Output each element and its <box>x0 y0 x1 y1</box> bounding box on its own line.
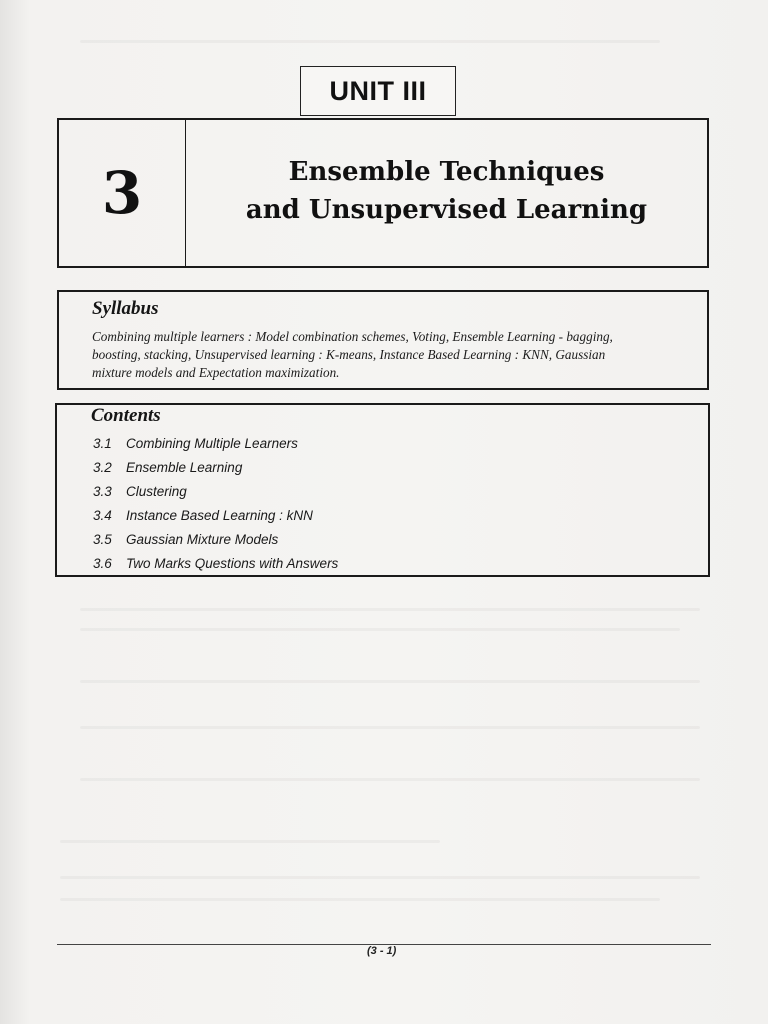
syllabus-heading: Syllabus <box>92 298 159 319</box>
bleed-through <box>80 40 660 43</box>
contents-item-title: Ensemble Learning <box>126 459 243 475</box>
chapter-title-line1: Ensemble Techniques <box>288 157 605 187</box>
contents-item-title: Combining Multiple Learners <box>126 435 298 451</box>
contents-item-number: 3.6 <box>93 555 112 571</box>
contents-item-title: Two Marks Questions with Answers <box>126 555 339 571</box>
contents-item <box>91 527 700 551</box>
contents-item-number: 3.2 <box>93 459 112 475</box>
syllabus-text <box>92 328 699 382</box>
contents-item-number: 3.5 <box>93 531 112 547</box>
contents-item-number: 3.1 <box>93 435 112 451</box>
bleed-through <box>80 680 700 683</box>
bleed-through <box>60 876 700 879</box>
page-number: (3 - 1) <box>367 945 397 957</box>
chapter-number-cell <box>59 120 186 266</box>
bleed-through <box>60 840 440 843</box>
syllabus-box <box>57 290 709 390</box>
contents-heading: Contents <box>91 405 161 426</box>
bleed-through <box>80 628 680 631</box>
chapter-number: 3 <box>101 159 143 227</box>
contents-item-title: Gaussian Mixture Models <box>126 531 279 547</box>
contents-list <box>91 431 700 575</box>
syllabus-line: mixture models and Expectation maximization. <box>92 365 340 380</box>
contents-item-title: Instance Based Learning : kNN <box>126 507 313 523</box>
bleed-through <box>80 778 700 781</box>
bleed-through <box>80 726 700 729</box>
unit-label-box <box>300 66 456 116</box>
contents-item <box>91 503 700 527</box>
bleed-through <box>60 898 660 901</box>
contents-item <box>91 551 700 575</box>
unit-label: UNIT III <box>329 75 427 106</box>
contents-item-number: 3.4 <box>93 507 112 523</box>
syllabus-line: boosting, stacking, Unsupervised learning : K-means, Instance Based Learning : KNN, Gaussian <box>92 347 606 362</box>
chapter-title-cell <box>186 120 707 266</box>
contents-item <box>91 431 700 455</box>
contents-item <box>91 479 700 503</box>
bleed-through <box>80 608 700 611</box>
contents-item-number: 3.3 <box>93 483 112 499</box>
chapter-title-line2: and Unsupervised Learning <box>245 195 648 225</box>
contents-box <box>55 403 710 577</box>
contents-item <box>91 455 700 479</box>
syllabus-line: Combining multiple learners : Model combination schemes, Voting, Ensemble Learning - bagging, <box>92 329 613 344</box>
chapter-header <box>57 118 709 268</box>
contents-item-title: Clustering <box>126 483 187 499</box>
